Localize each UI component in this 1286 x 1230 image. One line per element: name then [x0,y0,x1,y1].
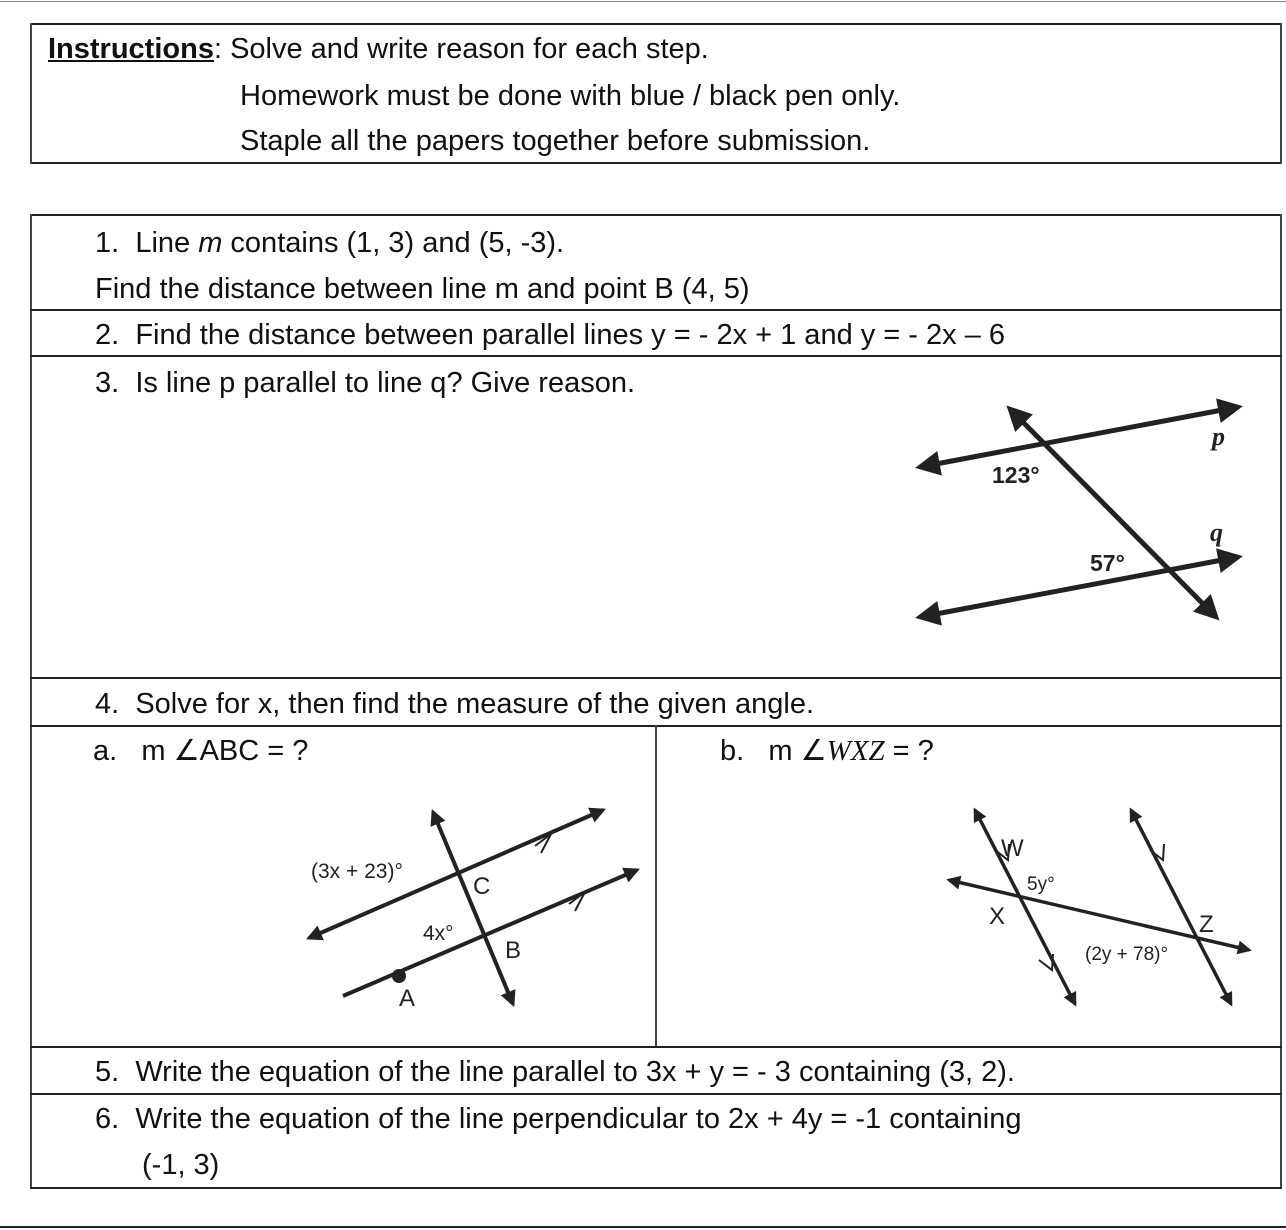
q5-text: Write the equation of the line parallel to 3x + y = - 3 containing (3, 2). [135,1056,1015,1088]
q4a-line [93,737,308,766]
q4-text: Solve for x, then find the measure of the given angle. [135,688,815,720]
q3-line [95,369,635,398]
q6-number: 6. [95,1103,120,1135]
instructions-line-2: Homework must be done with blue / black pen only. [240,80,901,112]
q4a-point-a-dot [392,969,406,983]
q4a-label: a. [93,735,118,767]
q4a-angle-1: (3x + 23)° [311,860,403,883]
q4b-line [720,737,934,766]
table-top [30,214,1282,216]
q3-label-q: q [1210,518,1223,547]
q5-number: 5. [95,1056,120,1088]
q4b-point-z: Z [1199,911,1214,938]
instructions-text-1: : Solve and write reason for each step. [213,33,709,65]
row-divider-6 [30,1093,1282,1095]
instructions-label: Instructions [48,33,214,65]
row-divider-5 [30,1046,1282,1048]
page-bottom-rule [0,1226,1286,1228]
q5-line [95,1058,1015,1087]
q3-figure [900,395,1260,635]
q1-number: 1. [95,227,120,259]
q4b-text-post: = ? [884,735,934,767]
q4a-text: m ∠ABC = ? [141,735,309,767]
q3-angle-top: 123° [992,462,1040,488]
column-divider-4 [655,725,657,1047]
q1-line-2: Find the distance between line m and point B (4, 5) [95,273,750,305]
q3-line-q [920,557,1238,617]
row-divider-2 [30,355,1282,357]
q3-number: 3. [95,367,120,399]
q6-line-1 [95,1105,1021,1134]
q3-angle-bottom: 57° [1090,550,1125,576]
q4-line [95,690,814,719]
instructions-box-top [30,23,1282,25]
q1-line-variable: m [198,227,223,259]
table-bottom [30,1187,1282,1189]
q4b-angle-1: 5y° [1027,874,1055,895]
q4b-point-x: X [989,903,1006,930]
q4b-angle-2: (2y + 78)° [1085,944,1169,965]
q3-transversal [1010,409,1216,617]
q1-line-1 [95,229,564,258]
instructions-box-right [1280,23,1282,164]
q1-text-pre: Line [135,227,199,259]
row-divider-3 [30,677,1282,679]
q1-text-post: contains (1, 3) and (5, -3). [222,227,565,259]
q4b-point-w: W [1001,835,1024,862]
q4a-point-c: C [473,873,491,900]
q3-line-p [920,407,1238,467]
q3-text: Is line p parallel to line q? Give reason. [135,367,636,399]
instructions-line-1 [48,35,709,64]
q4-number: 4. [95,688,120,720]
q2-number: 2. [95,319,120,351]
q4b-text-var: WXZ [826,735,885,767]
q4a-angle-2: 4x° [423,922,454,945]
q4a-transversal [433,812,513,1004]
top-edge-rule [0,1,1286,2]
q4b-text-pre: m ∠ [768,735,827,767]
instructions-line-3: Staple all the papers together before submission. [240,125,871,157]
q4a-point-a: A [399,985,416,1012]
table-right [1280,214,1282,1189]
row-divider-1 [30,309,1282,311]
instructions-box-left [30,23,32,164]
q2-text: Find the distance between parallel lines y = - 2x + 1 and y = - 2x – 6 [135,319,1006,351]
table-left [30,214,32,1189]
q4b-label: b. [720,735,745,767]
q6-line-2: (-1, 3) [142,1149,220,1181]
q3-label-p: p [1212,422,1225,451]
q6-text: Write the equation of the line perpendicular to 2x + 4y = -1 containing [135,1103,1022,1135]
q4b-figure [935,800,1265,1020]
q4b-right-line [1131,810,1231,1004]
q4a-figure [295,798,645,1018]
instructions-box-bottom [30,162,1282,164]
q4a-point-b: B [505,937,522,964]
q2-line [95,321,1005,350]
